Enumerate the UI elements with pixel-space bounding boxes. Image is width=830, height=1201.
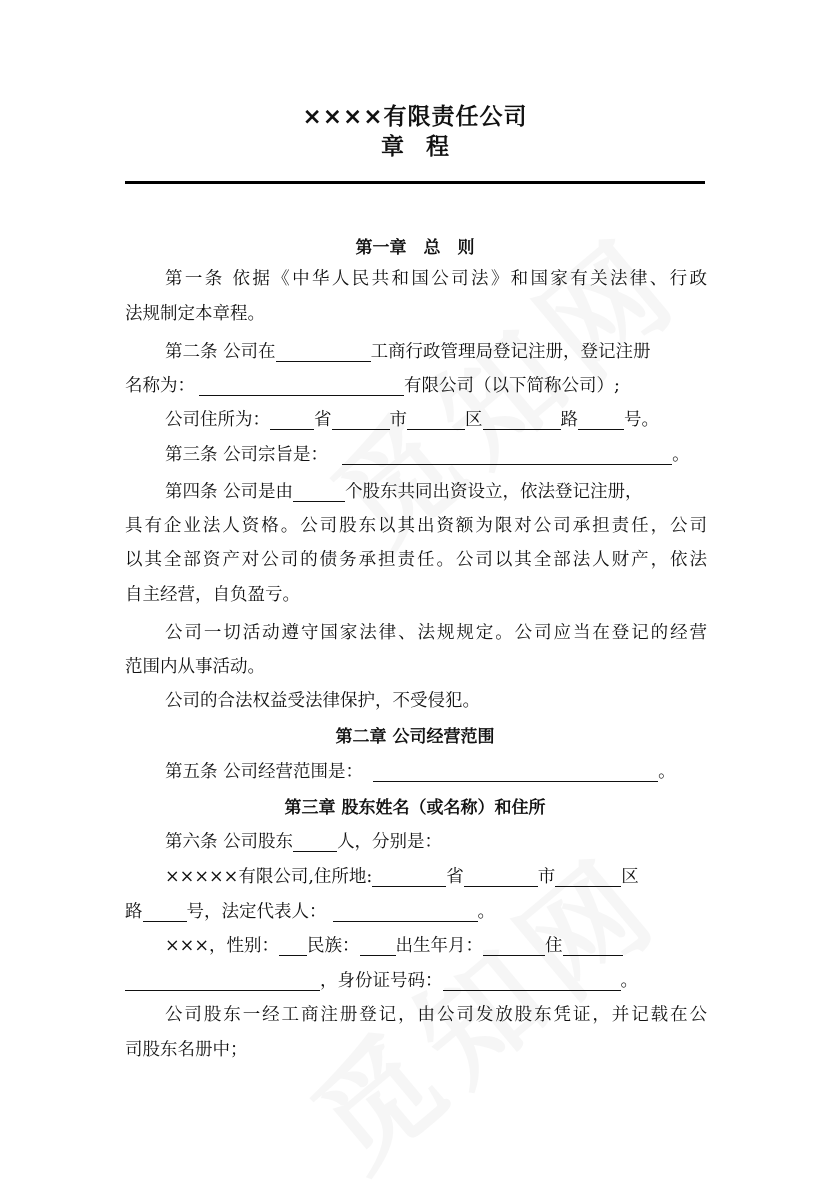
article-2-line: 第二条 公司在 工商行政管理局登记注册，登记注册 [165, 342, 651, 362]
shareholder-2-line: ，身份证号码： 。 [125, 969, 707, 993]
chapter-3-heading: 第三章 股东姓名（或名称）和住所 [284, 798, 546, 818]
paragraph-line: 公司股东一经工商注册登记，由公司发放股东凭证，并记载在公 [165, 1005, 707, 1025]
shareholder-1-line: 路 号，法定代表人： 。 [125, 902, 495, 922]
blank-field [276, 341, 371, 362]
blank-field [333, 901, 478, 922]
blank-field [199, 375, 404, 396]
blank-field [143, 901, 187, 922]
article-1-line: 第一条 依据《中华人民共和国公司法》和国家有关法律、行政 [165, 269, 707, 289]
blank-field [483, 935, 545, 956]
shareholder-2-line: ×××，性别： 民族： 出生年月： 住 [125, 934, 707, 958]
blank-field [483, 409, 561, 430]
blank-field [293, 831, 337, 852]
paragraph-line: 范围内从事活动。 [125, 657, 265, 677]
paragraph-line: 公司的合法权益受法律保护，不受侵犯。 [165, 691, 480, 711]
article-1-line: 法规制定本章程。 [125, 304, 265, 324]
blank-field [373, 761, 658, 782]
blank-field [342, 444, 672, 465]
doc-subtitle: 章程 [381, 134, 471, 160]
blank-field [125, 970, 320, 991]
blank-field [270, 409, 314, 430]
doc-title: ××××有限责任公司 [302, 104, 528, 130]
blank-field [464, 866, 538, 887]
blank-field [279, 935, 307, 956]
blank-field [360, 935, 396, 956]
blank-field [372, 866, 446, 887]
blank-field [443, 970, 621, 991]
article-6-line: 第六条 公司股东 人，分别是： [165, 832, 443, 852]
chapter-2-heading: 第二章 公司经营范围 [335, 727, 495, 747]
shareholder-1-line: ×××××有限公司,住所地: 省 市 区 [165, 867, 639, 887]
paragraph-line: 公司一切活动遵守国家法律、法规规定。公司应当在登记的经营 [165, 623, 707, 643]
blank-field [578, 409, 624, 430]
chapter-1-heading: 第一章 总 则 [355, 238, 475, 258]
article-2-line: 名称为： 有限公司（以下简称公司）; [125, 376, 620, 396]
article-4-line: 具有企业法人资格。公司股东以其出资额为限对公司承担责任，公司 [125, 516, 707, 536]
address-line: 公司住所为： 省 市 区 路 号。 [165, 410, 659, 430]
article-4-line: 以其全部资产对公司的债务承担责任。公司以其全部法人财产，依法 [125, 550, 707, 570]
article-4-line: 第四条 公司是由 个股东共同出资设立，依法登记注册， [165, 482, 643, 502]
blank-field [332, 409, 390, 430]
blank-field [293, 481, 345, 502]
blank-field [563, 935, 623, 956]
article-4-line: 自主经营，自负盈亏。 [125, 585, 300, 605]
paragraph-line: 司股东名册中； [125, 1040, 248, 1060]
blank-field [407, 409, 465, 430]
article-5-line: 第五条 公司经营范围是： 。 [165, 762, 676, 782]
blank-field [555, 866, 621, 887]
article-3-line: 第三条 公司宗旨是： 。 [165, 445, 690, 465]
title-rule [125, 181, 705, 184]
